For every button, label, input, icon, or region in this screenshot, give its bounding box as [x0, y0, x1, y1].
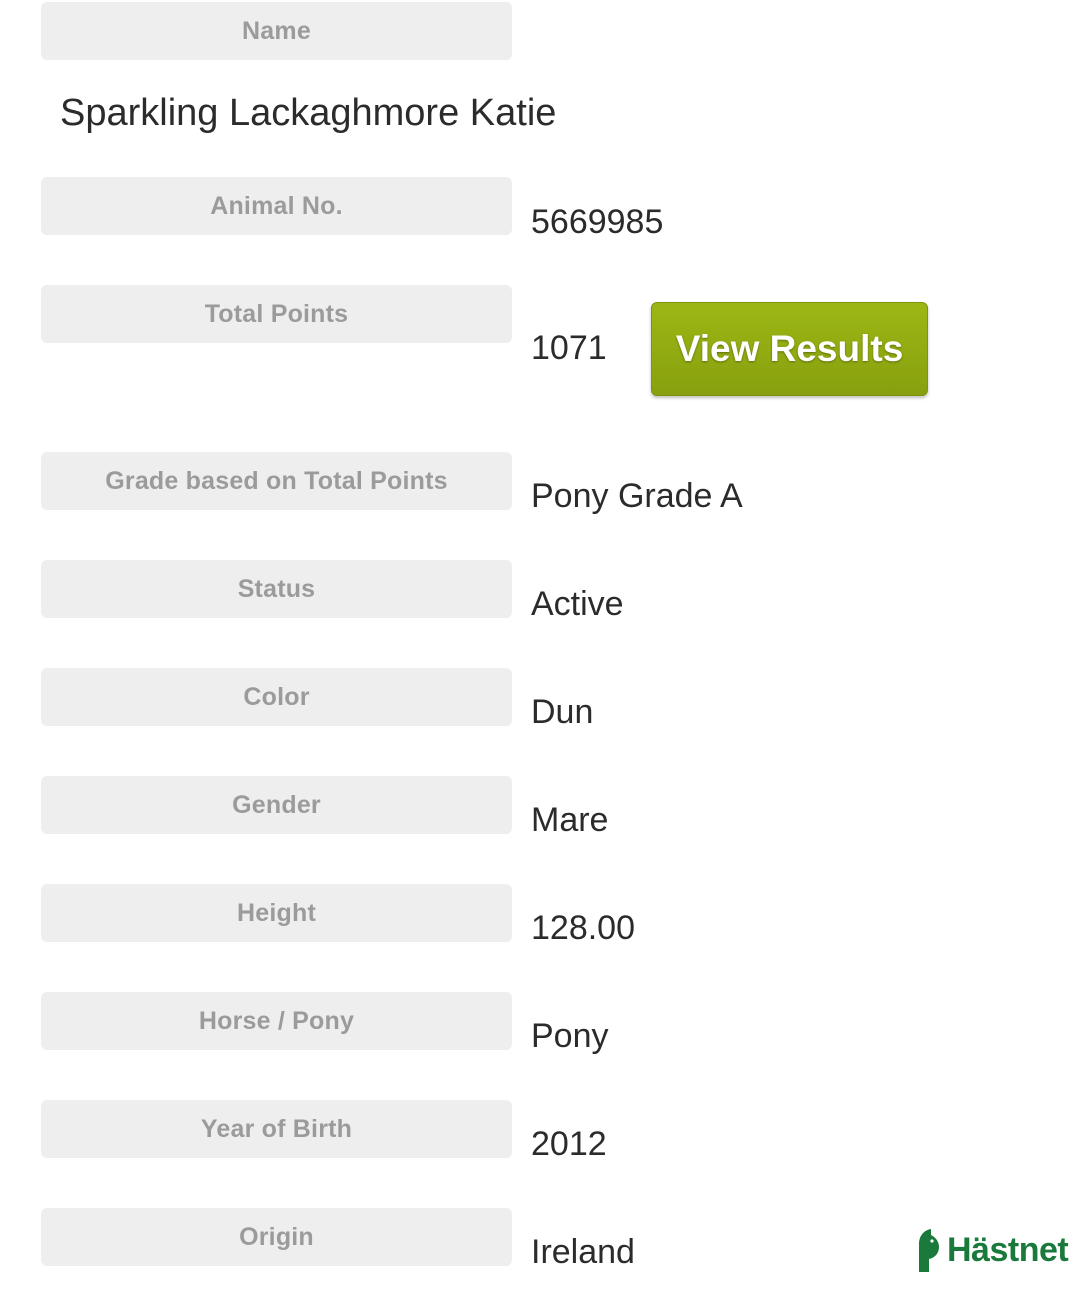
view-results-button[interactable]: View Results	[651, 302, 928, 396]
field-value-origin: Ireland	[531, 1233, 635, 1271]
field-value-height: 128.00	[531, 909, 635, 947]
label-text: Height	[237, 898, 316, 927]
field-label-height	[41, 884, 512, 942]
field-label-name	[41, 2, 512, 60]
field-value-horse-pony: Pony	[531, 1017, 609, 1055]
label-text: Grade based on Total Points	[105, 466, 448, 495]
field-value-grade: Pony Grade A	[531, 477, 743, 515]
field-label-horse-pony	[41, 992, 512, 1050]
field-label-grade	[41, 452, 512, 510]
field-value-color: Dun	[531, 693, 594, 731]
label-text: Horse / Pony	[198, 1006, 355, 1035]
label-text: Origin	[239, 1222, 314, 1251]
label-text: Color	[243, 682, 310, 711]
field-value-status: Active	[531, 585, 624, 623]
field-value-gender: Mare	[531, 801, 609, 839]
field-label-year-of-birth	[41, 1100, 512, 1158]
label-text: Status	[237, 574, 316, 603]
label-text: Year of Birth	[200, 1114, 353, 1143]
label-text: Total Points	[204, 299, 349, 328]
field-label-origin	[41, 1208, 512, 1266]
field-value-animal-no: 5669985	[531, 203, 664, 241]
logo-text: Hästnet	[947, 1230, 1069, 1269]
label-text: Animal No.	[210, 191, 343, 220]
field-value-name: Sparkling Lackaghmore Katie	[60, 92, 557, 134]
field-value-total-points: 1071	[531, 329, 607, 367]
label-text: Gender	[232, 790, 321, 819]
field-label-animal-no	[41, 177, 512, 235]
field-label-total-points	[41, 285, 512, 343]
field-label-gender	[41, 776, 512, 834]
label-text: Name	[242, 16, 311, 45]
field-label-color	[41, 668, 512, 726]
horse-head-icon	[915, 1228, 941, 1272]
field-label-status	[41, 560, 512, 618]
field-value-year-of-birth: 2012	[531, 1125, 607, 1163]
hastnet-logo	[915, 1228, 1068, 1272]
